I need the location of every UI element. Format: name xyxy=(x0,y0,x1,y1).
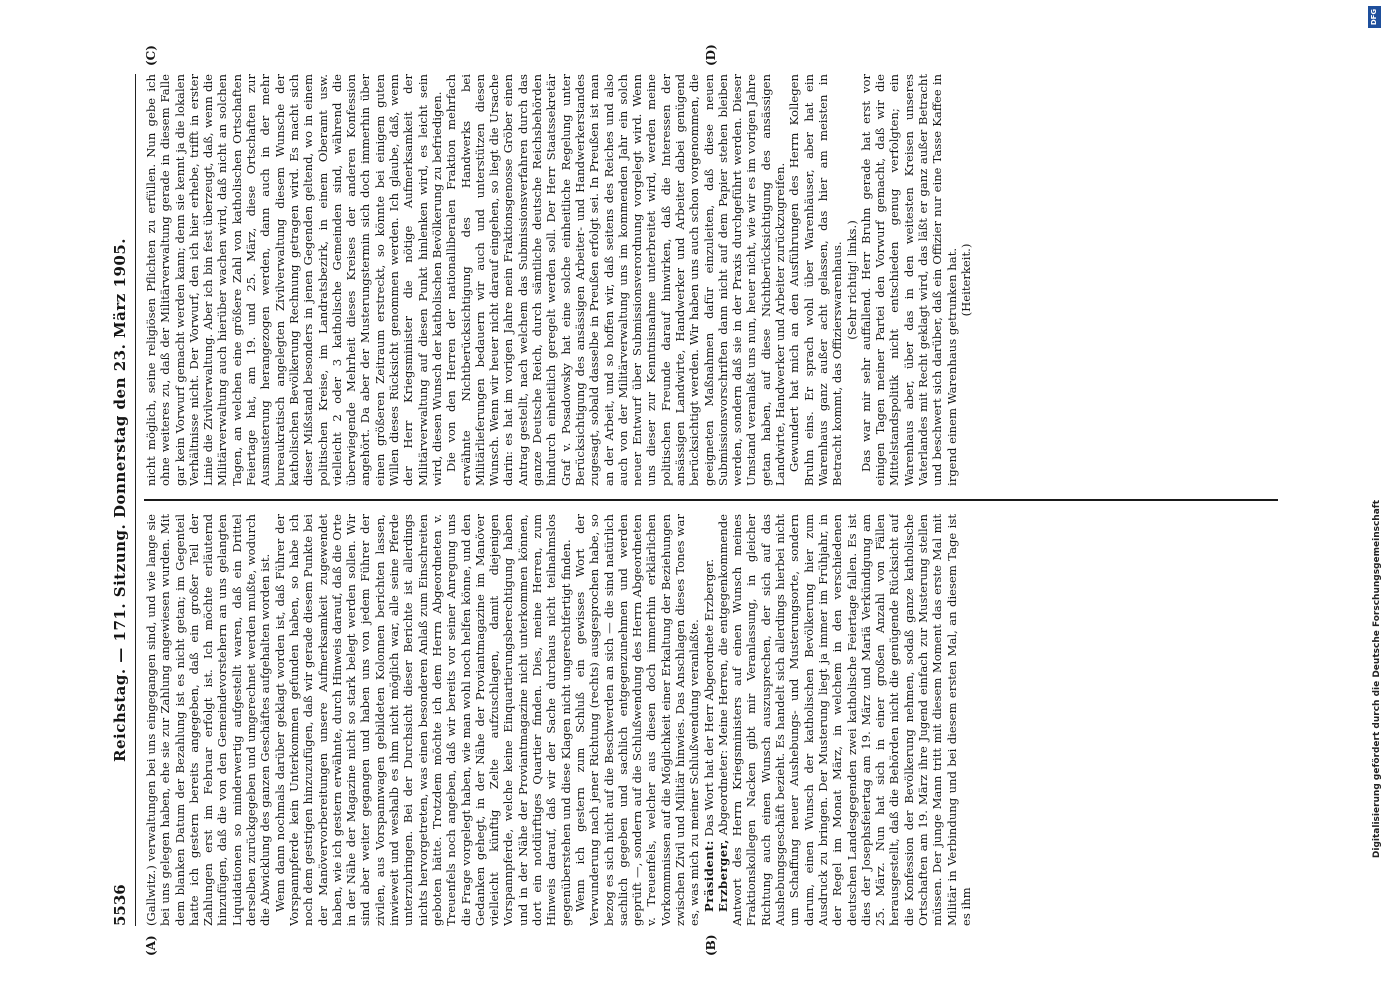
statement-text: Das Wort hat der Herr Abgeordnete Erzberger. xyxy=(701,558,716,837)
page-number: 5536 xyxy=(111,884,129,926)
margin-mark-d: (D) xyxy=(704,44,718,66)
speech-paragraph xyxy=(716,514,973,926)
printed-page xyxy=(59,20,1323,980)
paragraph: (Gallwitz.) verwaltungen bei uns eingegangen sind, und wie lange sie bei uns gelegen haben, ehe sie zur Zahlung angewiesen wurden. Mit dem blanken Datum der Bezahlung ist es nicht getan; im Gegenteil hatte ich gestern bereits angegeben, daß ein großer Teil der Zahlungen erst im Februar erfolgt ist. Ich möchte erläuternd hinzufügen, daß die von den Gemeindevorstehern an uns gelangten Liquidationen so minderwertig aufgestellt waren, daß ein Drittel derselben zurückgegeben und umgerechnet werden mußte, wodurch die Abwicklung des ganzen Geschäftes aufgehalten worden ist. xyxy=(144,514,273,926)
digitization-note: Digitalisierung gefördert durch die Deutsche Forschungsgemeinschaft xyxy=(1372,500,1382,859)
audience-reaction: (Sehr richtig! links.) xyxy=(844,220,859,340)
paragraph: Wenn ich gestern zum Schluß ein gewisses Wort der Verwunderung nach jener Richtung (rechts) ausgesprochen habe, so bezog es sich nicht auf die Beschwerden an sich — die sind natürlich sachlich gegeben und sachlich entgegenzunehmen und werden geprüft —, sondern auf die Schlußwendung des Herrn Abgeordneten v. Treuenfels, welcher aus diesen doch immerhin erklärlichen Vorkommnissen auf die Möglichkeit einer Erkaltung der Beziehungen zwischen Zivil und Militär hinwies. Das Anschlagen dieses Tones war es, was mich zu meiner Schlußwendung veranlaßte. xyxy=(572,514,702,926)
left-column xyxy=(144,514,1278,926)
right-column xyxy=(144,74,1278,486)
paragraph: Die von den Herren der nationalliberalen Fraktion mehrfach erwähnte Nichtberücksichtigung des Handwerks bei Militärlieferungen bedauern wir auch und unterstützen diesen Wunsch. Wenn wir heuer nicht darauf eingehen, so liegt die Ursache darin: es hat im vorigen Jahre mein Fraktionsgenosse Gröber einen Antrag gestellt, nach welchem das Submissionsverfahren durch das ganze Deutsche Reich, durch sämtliche deutsche Reichsbehörden hindurch einheitlich geregelt werden soll. Der Herr Staatssekretär Graf v. Posadowsky hat eine solche einheitliche Regelung unter Berücksichtigung des ansässigen Arbeiter- und Handwerkerstandes zugesagt, sobald dasselbe in Preußen erfolgt sei. In Preußen ist man an der Arbeit, und so hoffen wir, daß seitens des Reiches und also auch von der Militärverwaltung uns im kommenden Jahr ein solch neuer Entwurf über Submissionsverordnung vorgelegt wird. Wenn uns dieser zur Kenntnisnahme unterbreitet wird, werden meine politischen Freunde darauf hinwirken, daß die Interessen der ansässigen Landwirte, Handwerker und Arbeiter dabei genügend berücksichtigt werden. Wir haben uns auch schon vorgenommen, die geeigneten Maßnahmen dafür einzuleiten, daß diese neuen Submissionsvorschriften dann nicht auf dem Papier stehen bleiben werden, sondern daß sie in der Praxis durchgeführt werden. Dieser Umstand veranlaßt uns nun, heuer nicht, wie wir es im vorigen Jahre getan haben, auf diese Nichtberücksichtigung des ansässigen Landwirte, Handwerker und Arbeiter zurückzugreifen. xyxy=(444,74,788,486)
statement-text: Abgeordneter: Meine Herren, die entgegenkommende Antwort des Herrn Kriegsministers auf einen Wunsch meines Fraktionskollegen Nacken gibt mir Veranlassung, in gleicher Richtung auch einen Wunsch auszusprechen, der sich auf das Aushebungsgeschäft bezieht. Es handelt sich allerdings hierbei nicht um Schaffung neuer Aushebungs- und Musterungsorte, sondern darum, einen Wunsch der katholischen Bevölkerung hier zum Ausdruck zu bringen. Der Musterung liegt ja immer im Frühjahr, in der Regel im Monat März, in welchem in den verschiedenen deutschen Landesgegenden zwei katholische Feiertage fallen. Es ist dies der Josephsfeiertag am 19. März und Mariä Verkündigung am 25. März. Nun hat sich in einer großen Anzahl von Fällen herausgestellt, daß die Behörden nicht die genügende Rücksicht auf die Konfession der Bevölkerung nehmen, sodaß ganze katholische Ortschaften am 19. März ihre Jugend einfach zur Musterung stellen müssen. Der junge Mann tritt mit diesem Moment das erste Mal mit Militär in Verbindung und bei diesem ersten Mal, an diesem Tage ist es ihm xyxy=(715,514,973,926)
president-statement xyxy=(702,514,716,926)
speaker-name: Präsident: xyxy=(701,840,716,912)
margin-mark-c: (C) xyxy=(144,45,158,66)
dfg-logo: DFG xyxy=(1368,6,1381,28)
margin-mark-a: (A) xyxy=(144,935,158,956)
column-divider xyxy=(144,499,1278,501)
paragraph: Gewundert hat mich an den Ausführungen des Herrn Kollegen Bruhn eins. Er sprach wohl über Warenhäuser, aber hat ein Warenhaus ganz außer acht gelassen, das hier am meisten in Betracht kommt, das Offizierswarenhaus. xyxy=(787,74,845,486)
paragraph: Wenn dann nochmals darüber geklagt worden ist, daß Führer der Vorspannpferde kein Unterkommen gefunden haben, so habe ich noch dem gestrigen hinzuzufügen, daß wir gerade diesem Punkte bei der Manövervorbereitungen unsere Aufmerksamkeit zugewendet haben, wie ich gestern erwähnte, durch Hinweis darauf, daß die Orte in der Nähe der Magazine nicht so stark belegt werden sollen. Wir sind aber weiter gegangen und haben uns von jedem Führer der zivilen, aus Vorspannwagen gebildeten Kolonnen berichten lassen, inwieweit und weshalb es ihm nicht möglich war, alle seine Pferde unterzubringen. Bei der Durchsicht dieser Berichte ist allerdings nichts hervorgetreten, was einen besonderen Anlaß zum Einschreiten geboten hätte. Trotzdem möchte ich dem Herrn Abgeordneten v. Treuenfels noch angeben, daß wir bereits vor seiner Anregung uns die Frage vorgelegt haben, wie man wohl noch helfen könne, und den Gedanken gehegt, in der Nähe der Proviantmagazine im Manöver vielleicht künftig Zelte aufzuschlagen, damit diejenigen Vorspannpferde, welche keine Einquartierungsberechtigung haben und in der Nähe der Proviantmagazine nicht unterkommen können, dort ein notdürftiges Quartier finden. Dies, meine Herren, zum Hinweis darauf, daß wir der Sache durchaus nicht teilnahmslos gegenüberstehen und diese Klagen nicht ungerechtfertigt finden. xyxy=(272,514,573,926)
text-columns xyxy=(144,44,1278,956)
paragraph: Das war mir sehr auffallend. Herr Bruhn gerade hat erst vor einigen Tagen meiner Partei den Vorwurf gemacht, daß wir die Mittelstandspolitik nicht entschieden genug verfolgten; ein Warenhaus aber, über das in den weitesten Kreisen unseres Vaterlandes mit Recht geklagt wird, das läßt er ganz außer Betracht und beschwert sich darüber, daß ein Offizier nur eine Tasse Kaffee in irgend einem Warenhaus getrunken hat. xyxy=(858,74,959,486)
paragraph: nicht möglich, seine religiösen Pflichten zu erfüllen. Nun gebe ich ohne weiteres zu, daß der Militärverwaltung gerade in diesem Falle gar kein Vorwurf gemacht werden kann; denn sie kennt ja die lokalen Verhältnisse nicht. Der Vorwurf, den ich hier erhebe, trifft in erster Linie die Zivilverwaltung. Aber ich bin fest überzeugt, daß, wenn die Militärverwaltung auch hierüber wachen wird, daß nicht an solchen Tagen, an welchen eine größere Zahl von katholischen Ortschaften Feiertage hat, am 19. und 25. März, diese Ortschaften zur Ausmusterung herangezogen werden, dann auch in der mehr bureaukratisch angelegten Zivilverwaltung diesem Wunsche der katholischen Bevölkerung Rechnung getragen wird. Es macht sich dieser Mißstand besonders in jenen Gegenden geltend, wo in einem politischen Kreise, im Landratsbezirk, in einem Oberamt usw. vielleicht 2 oder 3 katholische Gemeinden sind, während die überwiegende Mehrheit dieses Kreises der anderen Konfession angehört. Da aber der Musterungstermin sich doch immerhin über einen größeren Zeitraum erstreckt, so könnte bei einigem guten Willen dieses Rücksicht genommen werden. Ich glaube, daß, wenn der Herr Kriegsminister die nötige Aufmerksamkeit der Militärverwaltung auf diesen Punkt hinlenken wird, es leicht sein wird, diesen Wunsch der katholischen Bevölkerung zu befriedigen. xyxy=(144,74,444,486)
page-header xyxy=(105,74,136,926)
audience-reaction: (Heiterkeit.) xyxy=(958,243,973,317)
margin-mark-b: (B) xyxy=(704,934,718,956)
page-title: Reichstag. — 171. Sitzung. Donnerstag den 23. März 1905. xyxy=(111,238,129,762)
speaker-name: Erzberger, xyxy=(715,839,730,912)
